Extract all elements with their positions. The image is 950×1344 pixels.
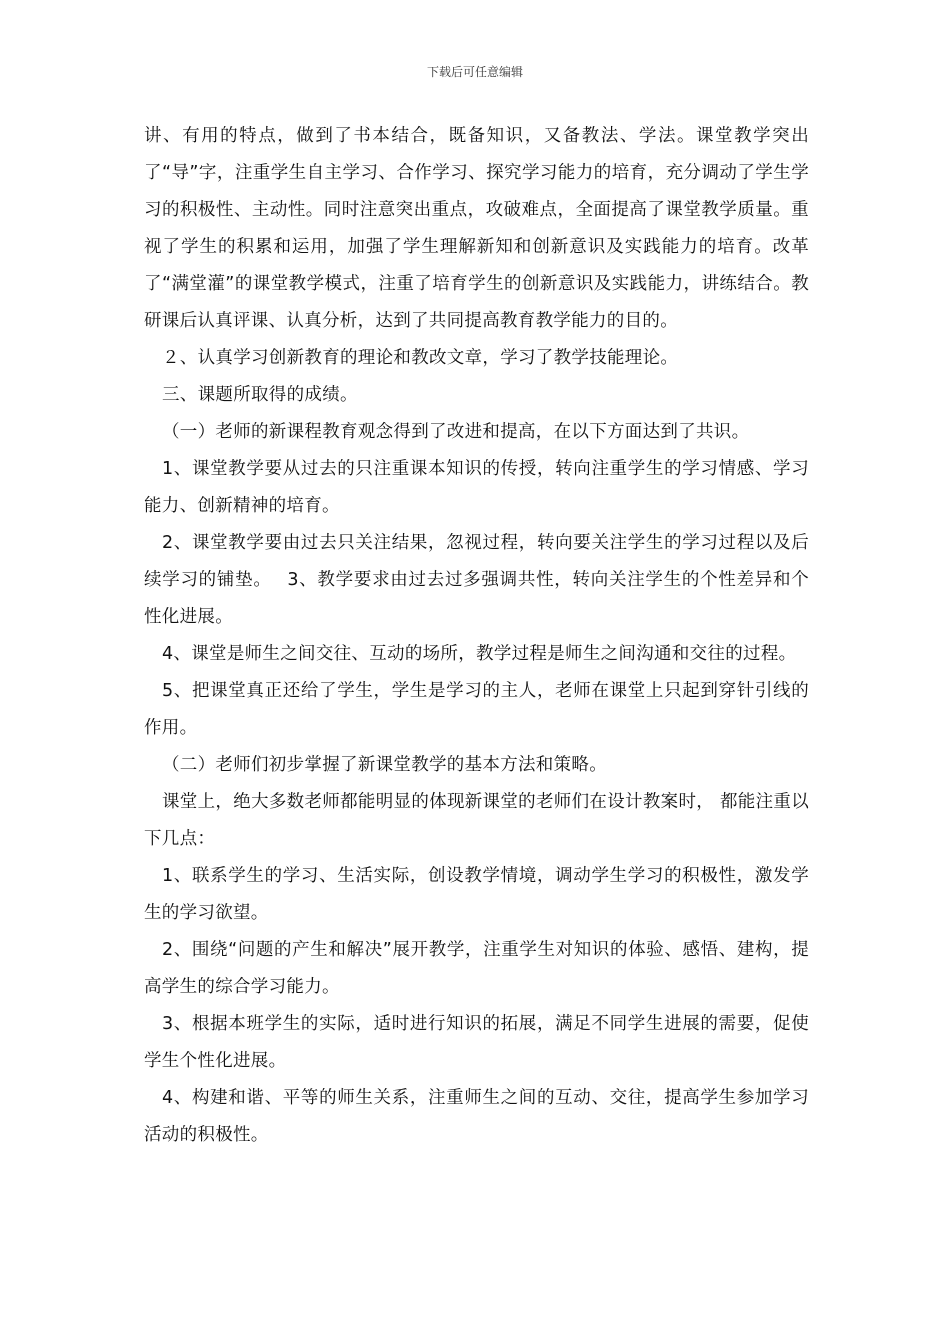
document-body: [144, 118, 809, 1154]
paragraph-method-3: 3、根据本班学生的实际，适时进行知识的拓展，满足不同学生进展的需要，促使学生个性化进展。: [144, 1014, 809, 1071]
paragraph-intro: 课堂上，绝大多数老师都能明显的体现新课堂的老师们在设计教案时， 都能注重以下几点：: [144, 792, 809, 849]
subsection-heading-2: （二）老师们初步掌握了新课堂教学的基本方法和策略。: [162, 755, 607, 775]
subsection-heading-1: （一）老师的新课程教育观念得到了改进和提高，在以下方面达到了共识。: [162, 422, 750, 442]
paragraph-method-2: 2、围绕“问题的产生和解决”展开教学，注重学生对知识的体验、感悟、建构，提高学生的综合学习能力。: [144, 940, 809, 997]
section-heading-3: 三、课题所取得的成绩。: [162, 385, 358, 405]
paragraph-point-4: 4、课堂是师生之间交往、互动的场所，教学过程是师生之间沟通和交往的过程。: [162, 644, 797, 664]
page-header: 下载后可任意编辑: [426, 65, 523, 79]
paragraph-point-1: 1、课堂教学要从过去的只注重课本知识的传授，转向注重学生的学习情感、学习能力、创新精神的培育。: [144, 459, 809, 516]
paragraph-method-1: 1、联系学生的学习、生活实际，创设教学情境，调动学生学习的积极性，激发学生的学习欲望。: [144, 866, 809, 923]
paragraph-item-2: ２、认真学习创新教育的理论和教改文章，学习了教学技能理论。: [162, 348, 679, 368]
paragraph-continued: 讲、有用的特点，做到了书本结合，既备知识，又备教法、学法。课堂教学突出了“导”字，注重学生自主学习、合作学习、探究学习能力的培育，充分调动了学生学习的积极性、主动性。同时注意突出重点，攻破难点，全面提高了课堂教学质量。重视了学生的积累和运用，加强了学生理解新知和创新意识及实践能力的培育。改革了“满堂灌”的课堂教学模式，注重了培育学生的创新意识及实践能力，讲练结合。教研课后认真评课、认真分析，达到了共同提高教育教学能力的目的。: [144, 126, 809, 331]
paragraph-method-4: 4、构建和谐、平等的师生关系，注重师生之间的互动、交往，提高学生参加学习活动的积极性。: [144, 1088, 809, 1145]
paragraph-point-5: 5、把课堂真正还给了学生，学生是学习的主人，老师在课堂上只起到穿针引线的作用。: [144, 681, 809, 738]
paragraph-point-2-3: 2、课堂教学要由过去只关注结果，忽视过程，转向要关注学生的学习过程以及后续学习的铺垫。 3、教学要求由过去过多强调共性，转向关注学生的个性差异和个性化进展。: [144, 533, 809, 627]
